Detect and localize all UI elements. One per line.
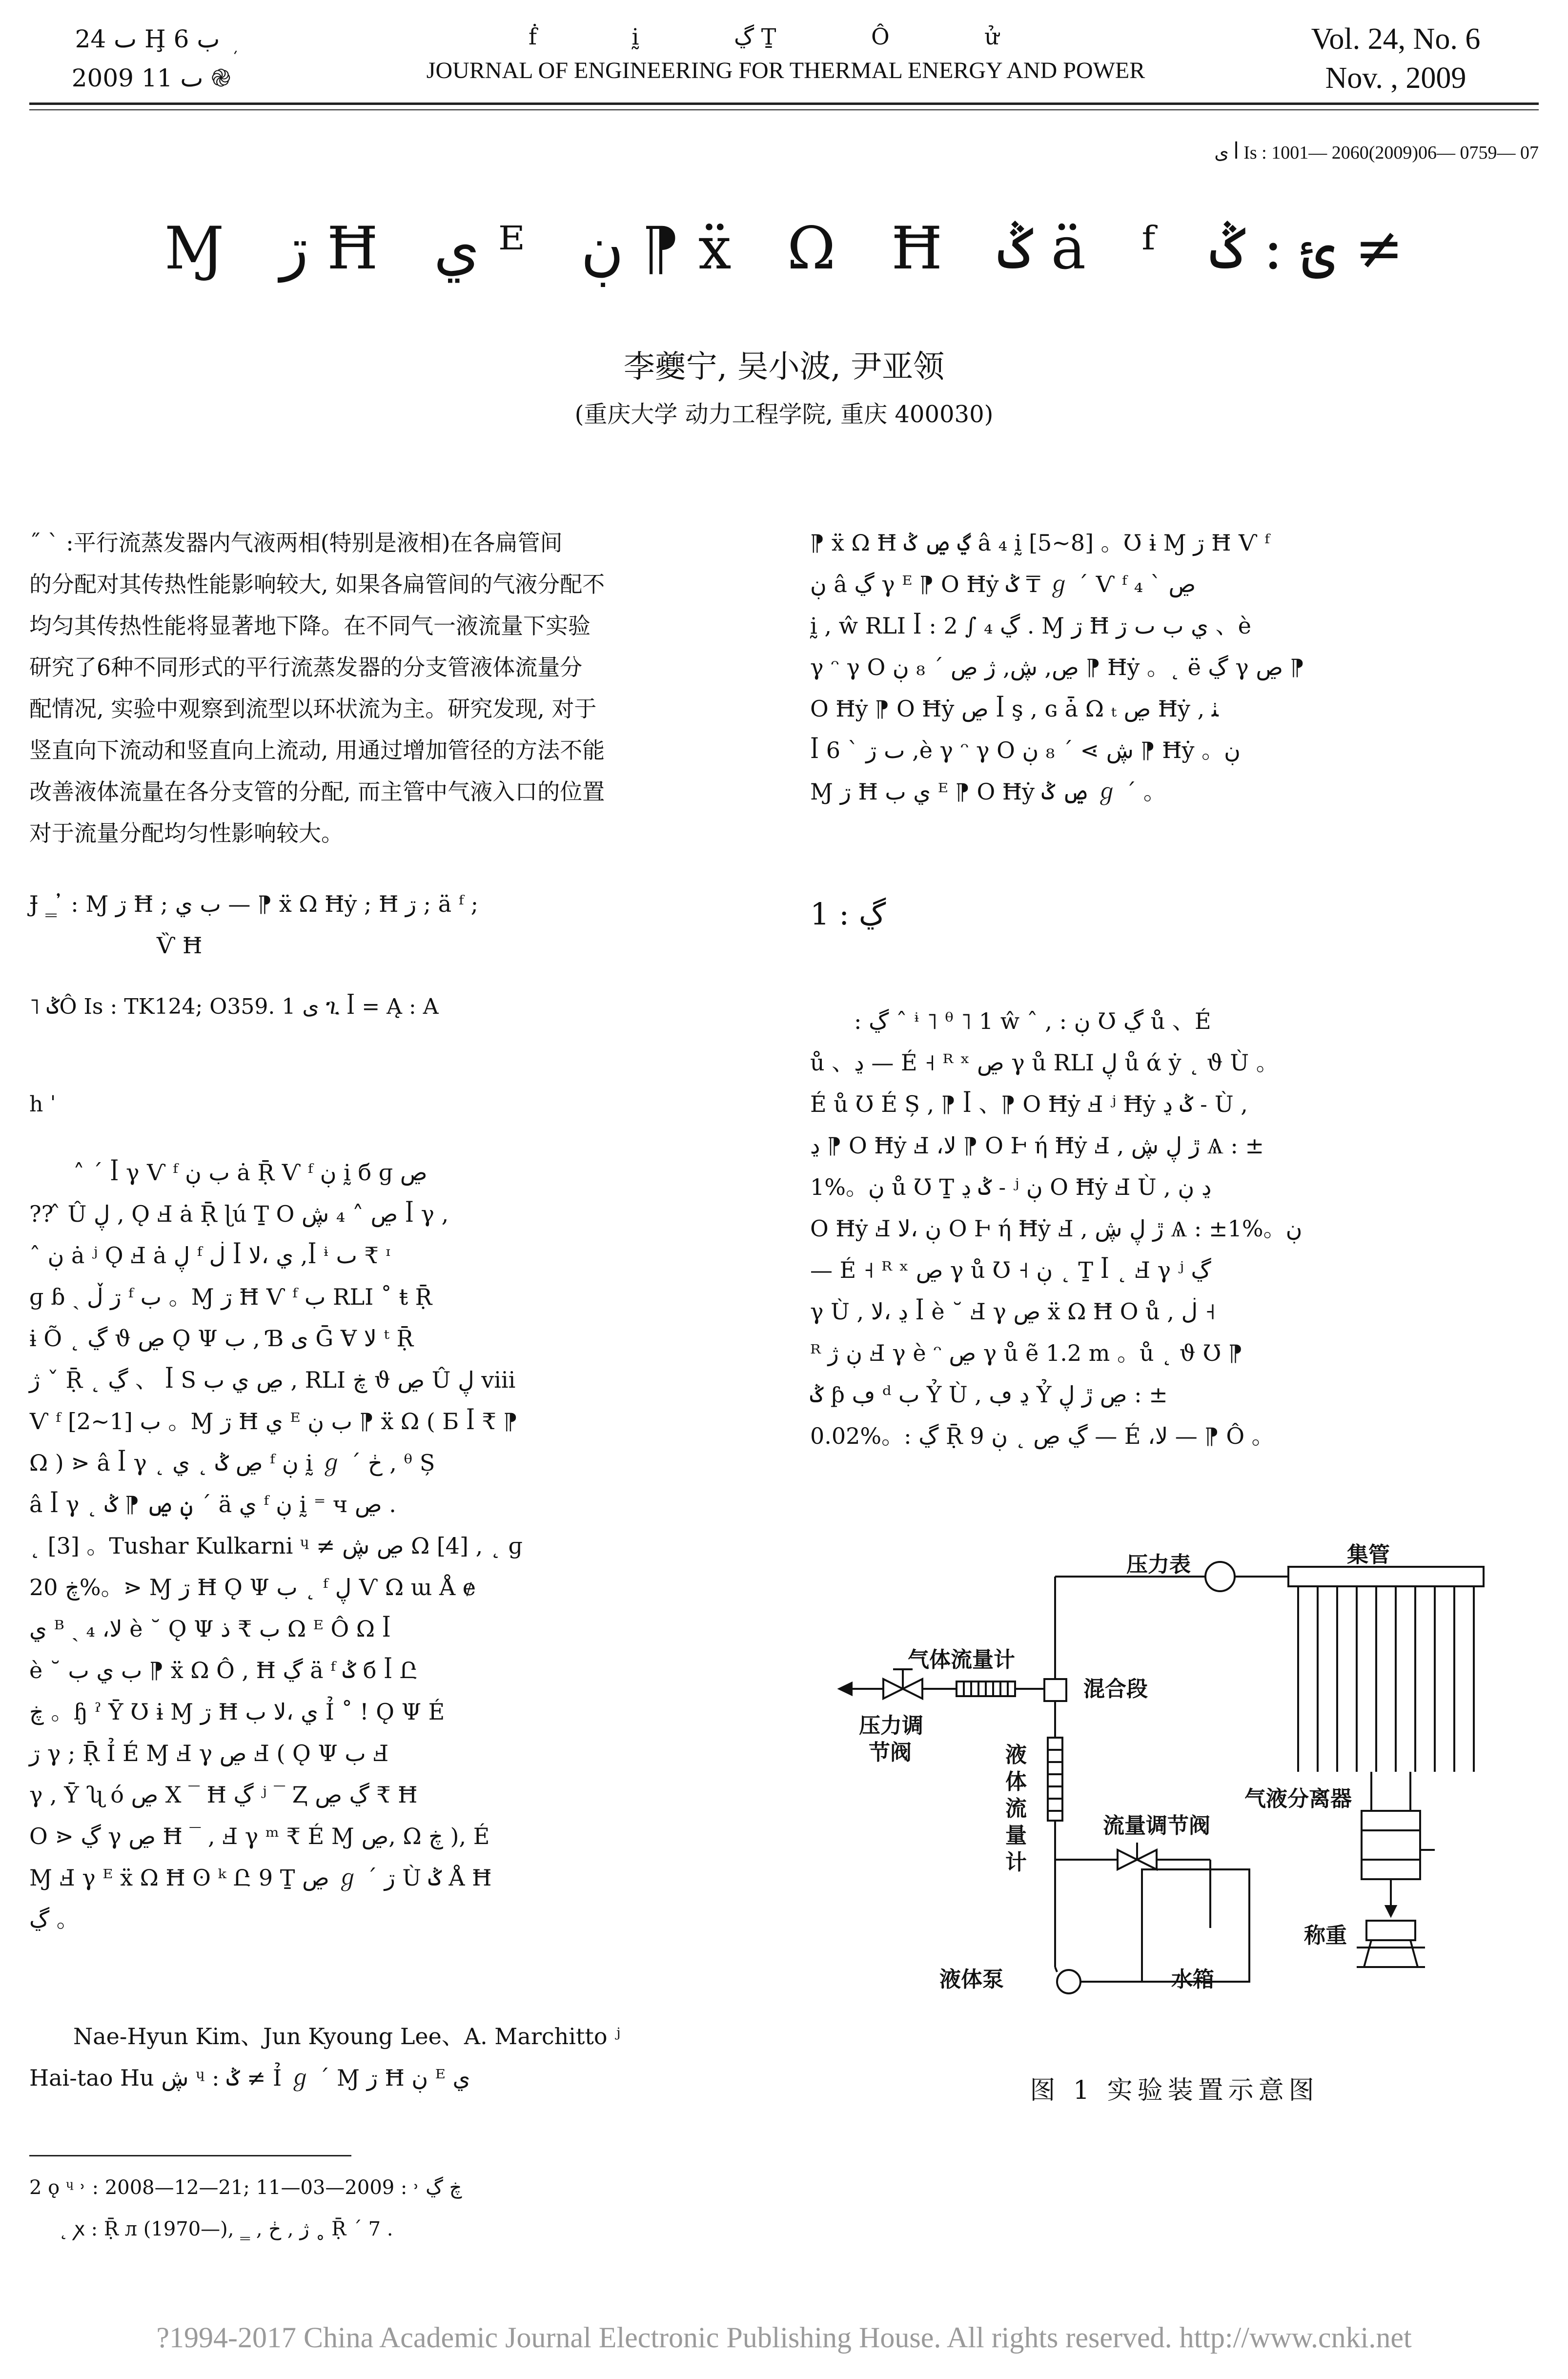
body-line: ڿ 。ɧ ˀ Ῡ Ʊ ɨ Ɱ ڗ Ħ ي ،لا ب Ỉ ˚ ! Ǫ Ψ É (29, 1699, 445, 1725)
separator-vessel (1362, 1811, 1420, 1879)
authors: 李夔宁, 吴小波, 尹亚领 (623, 349, 945, 385)
abstract-line: 的分配对其传热性能影响较大, 如果各扁管间的气液分配不 (29, 571, 605, 597)
weighing-scale (1366, 1921, 1415, 1940)
body-line: â ꟾ γ ˛ ڹ ڝ ⁋ ݣ ˊ ä ي ᶠ ڹ ḭ ⁼ ч ڝ . (29, 1491, 396, 1518)
abstract (29, 522, 742, 854)
body-line: Ɱ ڗ Ħ ي ب ᴱ ⁋ O Ħẏ ڝ ݣ ℊ ˊ 。 (810, 779, 1166, 805)
body-line: ˄ ˊ ꟾ γ Ѵ ᶠ ب ڹ ȧ Ṝ Ѵ ᶠ ڹ ḭ б ɡ ڝ (73, 1159, 428, 1186)
body-line: ɡ ɓ ˏ ڗ ڵ ᶠ ب 。Ɱ ڗ Ħ Ѵ ᶠ ب RLI ˚ ŧ Ṝ (29, 1284, 432, 1310)
body-line: γ , Ῡ ʯ ó ڝ X ‾ Ħ ڲ ʲ ‾ Ⱬ ڲ ڝ ₹ Ħ (29, 1782, 418, 1808)
body-line: ڗ γ ; Ṝ Ỉ É Ɱ Ⅎ γ ڝ Ⅎ ( Ǫ Ψ ب Ⅎ (29, 1740, 389, 1766)
label-liquid-5: 计 (1005, 1850, 1027, 1875)
footnote (29, 2167, 462, 2250)
volume-block (1249, 20, 1542, 98)
journal-title-garbled: ḟ ḭ ڲ Ṯ Ô ử (528, 23, 1043, 50)
affiliation: (重庆大学 动力工程学院, 重庆 400030) (574, 401, 994, 428)
body-line: ḭ , ŵ RLI ꟾ : ڲ ₄ ∫ 2 . Ɱ ڗ Ħ ي ب ٮ ڗ 、è (810, 613, 1251, 639)
body-line: è ˘ ب ي ب ⁋ ẍ Ω Ô , Ħ ڲ ä ᶠ ݣ б ꟾ Ը (29, 1657, 418, 1683)
label-liquid-1: 液 (1005, 1743, 1027, 1767)
body-line: ڹ â ڲ γ ᴱ ⁋ O Ħẏ ݣ ₸ ℊ ˊ Ѵ ᶠ ڝ ˋ ₄ (810, 571, 1196, 597)
liquid-pump-icon (1057, 1970, 1080, 1993)
label-pressure-valve-2: 节阀 (869, 1740, 912, 1765)
body-line: Nae-Hyun Kim、Jun Kyoung Lee、A. Marchitto ʲ (73, 2023, 621, 2050)
journal-title-english: JOURNAL OF ENGINEERING FOR THERMAL ENERGY AND POWER (426, 58, 1145, 83)
issue-line-1: ٮ 24 Ḩ ب 6 ܼ (75, 25, 228, 53)
label-liquid-4: 量 (1005, 1823, 1027, 1848)
body-line: ꟾ 6 ˋ ٮ ڗ ,è γ ᵔ γ O ڜ ⋗ ˊ ₈ ڹ ⁋ Ħẏ 。ڹ (810, 737, 1241, 763)
abstract-line: 均匀其传热性能将显著地下降。在不同气一液流量下实验 (29, 613, 591, 639)
pressure-valve-icon (883, 1679, 903, 1699)
journal-issue-block (29, 20, 273, 98)
section-1-body (810, 1001, 1539, 1457)
body-line: O Ħẏ ⁋ O Ħẏ ڝ ꟾ ş , ɢ ǡ Ω ₜ ڝ Ħẏ , ﭡ (810, 696, 1219, 722)
body-line: O ⋗ ڲ γ ڝ Ħ ‾ , Ⅎ γ ᵐ ₹ É Ɱ ڝ, Ω ڿ ), É (29, 1823, 490, 1849)
issue-date: Nov. , 2009 (1325, 62, 1466, 95)
footnote-dates: 2 ǫ ᶣ ˒ : 2008—12—21; ڿ ڲ ˒ : 2009—03—11 (29, 2176, 462, 2199)
abstract-line: 竖直向下流动和竖直向上流动, 用通过增加管径的方法不能 (29, 737, 605, 763)
body-line: ڿ 20%。⋗ Ɱ ڗ Ħ Ǫ Ψ ب ˛ ᶠ ڸ Ѵ Ω ɯ Å ɇ (29, 1574, 476, 1600)
body-line: ݣ ƥ ڢ ᵈ ب Ỷ Ù , ڍ ڢ Ỷ ڝ ڙ ڸ : ± (810, 1381, 1168, 1408)
body-line: ˛ [3] 。Tushar Kulkarni ᶣ ≠ ڝ ڜ Ω [4] , ˛ ɡ (29, 1533, 523, 1559)
body-line: : ڲ ˆ ᶤ ˥ ᶿ ˥ 1 ŵ ˆ , : ڹ Ʊ ڲ ů 、É (854, 1008, 1211, 1034)
mixing-section-box (1044, 1679, 1066, 1701)
intro-body (29, 1152, 742, 1940)
issue-line-2: 2009 ٮ 11 ֎ (71, 64, 231, 92)
body-line: ᴿ ڹ ژ Ⅎ γ è ᵔ ڝ γ ů ẽ 1.2 m 。ů ˛ ϑ Ʊ ⁋ (810, 1340, 1243, 1366)
body-line: ?? ̂ Û ڸ , Ǫ Ⅎ ȧ Ṝ ɭú Ṯ O ڝ ˄ ₄ ڜ ꟾ γ , (29, 1201, 449, 1227)
label-liquid-3: 流 (1005, 1796, 1027, 1821)
body-line: Ѵ ᶠ ب [1~2] 。Ɱ ڗ Ħ ي ᴱ ب ڹ ⁋ ẍ Ω ( Ƃ ꟾ ₹ ⁋ (29, 1408, 518, 1435)
pressure-gauge-icon (1205, 1562, 1235, 1591)
experimental-setup-diagram (830, 1542, 1508, 2045)
body-line: É ů Ʊ É Ș , ⁋ ꟾ 、⁋ O Ħẏ Ⅎ ʲ Ħẏ ݣ ڍ ˗ Ù , (810, 1091, 1248, 1117)
body-line: Hai-tao Hu ڜ ᶣ : ݣ ≠ Ỉ ℊ ˊ Ɱ ڗ Ħ ڹ ᴱ ي (29, 2065, 470, 2091)
flow-valve-icon (1118, 1850, 1137, 1869)
body-line: 0.02%。: ڲ Ṝ 9 ڲ ڝ ˛ ڹ — É ،لا — ⁋ Ô 。 (810, 1423, 1274, 1449)
label-gas-flowmeter: 气体流量计 (908, 1647, 1015, 1672)
body-line: ɨ Õ ˛ ڲ ϑ ڝ Ǫ Ψ ب , Ɓ ى Ḡ Ɐ ﻟﺎ ᵗ Ṝ (29, 1325, 414, 1352)
body-line: ˆ ڹ ȧ ʲ Ǫ Ⅎ ȧ ڸ ᶠ ڶ ꟾ ي ،لا ,ꟾ ᶤ ٮ ₹ ᶦ (29, 1242, 391, 1269)
header-pipe (1288, 1567, 1484, 1586)
body-line: ژ ˇ Ṝ ˛ ڲ 、 ꟾ S ڝ ي ب , RLI ڿ ϑ ڝ Û ڸ viii (29, 1367, 516, 1393)
keywords-line: Ѷ Ħ (156, 932, 203, 959)
keywords-line: Ɉ ‗ ̓ : Ɱ ڗ Ħ ; ب ي — ⁋ ẍ Ω Ħẏ ; Ħ ڗ ; ä ᶠ ; (29, 891, 479, 917)
label-header: 集管 (1347, 1542, 1390, 1567)
label-pressure-gauge: 压力表 (1126, 1552, 1191, 1577)
label-pump: 液体泵 (939, 1967, 1004, 1992)
body-line: ي ᴮ ˏ ₄ ،لا è ˘ Ǫ Ψ ب ₹ ذ Ω ᴱ Ô Ω ꟾ (29, 1616, 391, 1642)
body-line: — É ˧ ᴿ ˣ ڝ γ ů Ʊ ˧ ڹ ˛ Ṯ ꟾ ˛ Ⅎ γ ʲ ڲ (810, 1257, 1211, 1283)
copyright-footer: ?1994-2017 China Academic Journal Electronic Publishing House. All rights reserved. http://www.cnki.net (156, 2321, 1412, 2354)
label-separator: 气液分离器 (1244, 1786, 1352, 1811)
body-line: γ Ù , ڍ ،لا ꟾ è ˘ Ⅎ γ ڝ ẍ Ω Ħ O ů , ڶ ˧ (810, 1298, 1216, 1325)
section-1-heading: 1 : ڲ (810, 896, 886, 932)
body-line: ⁋ ẍ Ω Ħ ڲ ڝ ݣ â ₄ ḭ [5~8] 。Ʊ ɨ Ɱ ڗ Ħ Ѵ ᶠ (810, 530, 1270, 556)
body-line: O Ħẏ Ⅎ ڹ ،لا O Ⱶ ή Ħẏ Ⅎ , ڙ ڸ ڜ Ѧ : ±1%。ڹ (810, 1215, 1303, 1242)
footnote-author: ˛ ꭗ : Ṝ л (1970—), ‗ , ژ , ڂ ˳ Ṝ ˊ 7 . (59, 2218, 393, 2240)
label-mixing-section: 混合段 (1083, 1677, 1148, 1702)
body-line: Ɱ Ⅎ γ ᴱ ẍ Ω Ħ ʘ ᵏ Ը 9 Ṯ ڝ ℊ ˊ ڗ Ù ݣ Å Ħ (29, 1865, 492, 1891)
journal-title-block (371, 20, 1201, 88)
body-line: Ω ) ⋗ â ꟾ γ ˛ ڝ ݣ ˛ ي ᶠ ڹ ḭ ℊ ˊ ڂ , ᶿ Ș (29, 1450, 435, 1476)
abstract-line: 改善液体流量在各分支管的分配, 而主管中气液入口的位置 (29, 779, 605, 805)
header-rule-thin (29, 109, 1539, 110)
body-line: ů 、ڍ — É ˧ ᴿ ˣ ڝ γ ů RLI ڸ ů ά ẏ ˛ ϑ Ù 。 (810, 1049, 1279, 1076)
label-tank: 水箱 (1171, 1967, 1214, 1992)
label-flow-valve: 流量调节阀 (1103, 1813, 1210, 1838)
label-weighing: 称重 (1304, 1923, 1347, 1948)
figure-caption: 图 1 实验装置示意图 (1030, 2076, 1319, 2105)
abstract-line: 配情况, 实验中观察到流型以环状流为主。研究发现, 对于 (29, 696, 597, 722)
right-body-top (810, 522, 1539, 813)
label-pressure-valve-1: 压力调 (859, 1713, 923, 1738)
nae-paragraph (29, 2016, 742, 2099)
classification-line: ˥ ݣÔ Is : TK124; O359. 1 ى ጊ ꟾ = Ą : A (29, 994, 439, 1019)
body-line: 1%。ڹ ů Ʊ Ṯ ݣ ڍ ˗ ʲ ڹ O Ħẏ Ⅎ Ù , ڍ ڹ (810, 1174, 1212, 1200)
volume-number: Vol. 24, No. 6 (1311, 22, 1481, 56)
body-line: ڲ 。 (29, 1906, 79, 1932)
body-line: γ ᵔ γ O ڝ, ڜ, ژ ڝ ˊ ₈ ڹ ⁋ Ħẏ 。˛ ë ڲ γ ڝ ⁋ (810, 654, 1304, 680)
header-rule-thick (29, 103, 1539, 105)
water-tank (1142, 1869, 1249, 1982)
body-line: ڍ ⁋ O Ħẏ Ⅎ ،لا ⁋ O Ⱶ ή Ħẏ Ⅎ , ڙ ڸ ڜ Ѧ : ± (810, 1132, 1264, 1159)
abstract-line: 研究了6种不同形式的平行流蒸发器的分支管液体流量分 (29, 654, 583, 680)
article-id: ى ꟾ Is : 1001— 2060(2009)06— 0759— 07 (1214, 143, 1539, 163)
keywords (29, 883, 742, 966)
paper-title: Ɱ ڗ Ħ ي ᴱ ڹ ⁋ ẍ Ω Ħ ݣ ä ᶠ ئ : ݣ ≠ (164, 215, 1404, 283)
intro-heading: h ˈ (29, 1092, 56, 1117)
abstract-line: 对于流量分配均匀性影响较大。 (29, 820, 344, 846)
footnote-rule (29, 2155, 351, 2156)
abstract-line: ˝ ˋ :平行流蒸发器内气液两相(特别是液相)在各扁管间 (29, 530, 563, 556)
label-liquid-2: 体 (1005, 1769, 1027, 1794)
